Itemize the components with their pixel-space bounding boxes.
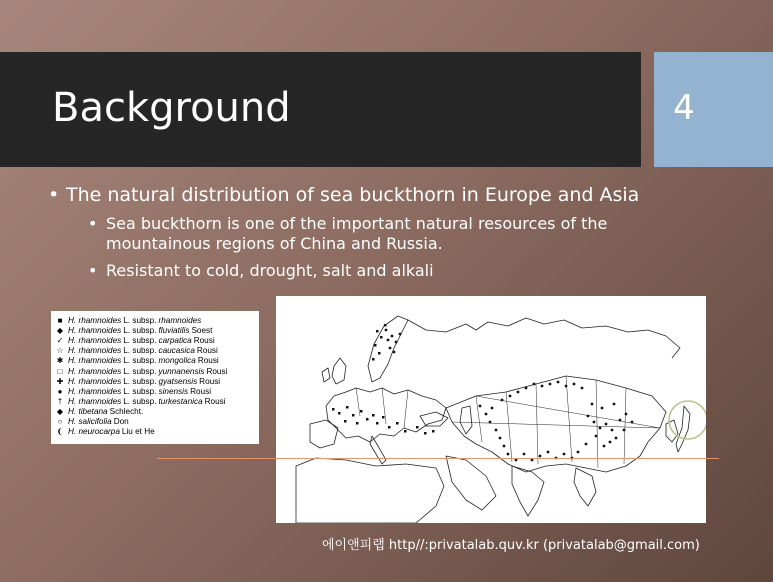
legend-subspecies: carpatica [158, 336, 192, 346]
legend-suffix: Rousi [206, 366, 228, 376]
slide-number: 4 [673, 88, 695, 128]
sub-bullet-2-text: Resistant to cold, drought, salt and alkali [106, 261, 434, 280]
legend-author: Don [113, 416, 129, 426]
legend-row [51, 427, 259, 437]
sub-bullet-1 [88, 214, 666, 254]
legend-symbol-icon: ✚ [56, 376, 64, 386]
legend-row [51, 336, 259, 346]
legend-species: H. rhamnoides [68, 326, 122, 336]
markers-china [515, 403, 634, 462]
legend-species: H. rhamnoides [68, 366, 122, 376]
legend-author: L. subsp. [123, 376, 157, 386]
legend-species: H. rhamnoides [68, 396, 122, 406]
legend-species: H. salicifolia [68, 416, 112, 426]
legend-subspecies: gyatsensis [158, 376, 198, 386]
distribution-markers [332, 324, 633, 461]
highlight-circle [669, 401, 706, 439]
map-russia-north [408, 318, 680, 358]
legend-row [51, 417, 259, 427]
legend-symbol-icon: ◆ [56, 326, 64, 336]
map-britain [332, 358, 346, 384]
legend-suffix: Rousi [197, 356, 219, 366]
footer-credit: 에이앤피랩 http//:privatalab.quv.kr (privatalab@gmail.com) [322, 538, 700, 553]
legend-symbol-icon: ○ [57, 416, 63, 426]
legend-author: L. subsp. [123, 366, 157, 376]
map-arabia [446, 456, 496, 510]
bullet-dot: • [48, 184, 60, 206]
legend-author: L. subsp. [123, 326, 157, 336]
legend-species: H. rhamnoides [68, 336, 122, 346]
legend-suffix: Rousi [204, 396, 226, 406]
legend-species: H. rhamnoides [68, 356, 122, 366]
guide-line [157, 458, 719, 459]
legend-subspecies: fluviatilis [158, 326, 190, 336]
legend-suffix: Rousi [199, 376, 221, 386]
legend-row [51, 377, 259, 387]
legend-suffix: Soest [191, 326, 213, 336]
legend-species: H. tibetana [68, 406, 108, 416]
bullet-1 [48, 183, 639, 207]
legend-symbol-icon: ◆ [56, 406, 64, 416]
map-iberia [310, 420, 338, 448]
legend-author: L. subsp. [123, 336, 157, 346]
legend-suffix: Rousi [193, 336, 215, 346]
map-scandinavia [368, 316, 408, 382]
legend-subspecies: mongolica [158, 356, 196, 366]
legend-subspecies: rhamnoides [158, 316, 202, 326]
sub-bullet-2 [88, 261, 666, 281]
legend-row [51, 356, 259, 366]
legend-species: H. neurocarpa [68, 427, 120, 437]
legend-subspecies: sinensis [158, 386, 189, 396]
legend-symbol-icon: □ [57, 366, 63, 376]
slide-title: Background [52, 85, 291, 131]
distribution-map [276, 296, 706, 523]
legend-species: H. rhamnoides [68, 346, 122, 356]
legend-symbol-icon: ■ [57, 316, 63, 326]
legend-author: L. subsp. [123, 356, 157, 366]
legend-suffix: Rousi [190, 386, 212, 396]
map-image [276, 296, 706, 523]
legend-author: L. subsp. [123, 346, 157, 356]
legend-author: L. subsp. [123, 316, 157, 326]
legend-species: H. rhamnoides [68, 376, 122, 386]
map-caspian [460, 406, 472, 434]
legend-subspecies: turkestanica [158, 396, 203, 406]
legend-row [51, 397, 259, 407]
legend-row [51, 326, 259, 336]
legend-row [51, 366, 259, 376]
legend-symbol-icon: ✱ [56, 356, 64, 366]
legend-subspecies: yunnanensis [158, 366, 205, 376]
legend-author: L. subsp. [123, 396, 157, 406]
legend-row [51, 407, 259, 417]
legend-symbol-icon: ❨ [56, 427, 64, 437]
legend-author: Schlecht. [109, 406, 144, 416]
legend-symbol-icon: ✓ [56, 336, 64, 346]
legend-row [51, 316, 259, 326]
legend-symbol-icon: ☆ [56, 346, 64, 356]
legend-suffix: Rousi [196, 346, 218, 356]
bullet-dot: • [88, 261, 98, 280]
markers-scandinavia [372, 324, 401, 361]
legend-subspecies: caucasica [158, 346, 195, 356]
markers-central-asia [479, 381, 584, 456]
legend-author: L. subsp. [123, 386, 157, 396]
legend-symbol-icon: ● [57, 386, 63, 396]
map-ireland [322, 368, 330, 382]
legend-species: H. rhamnoides [68, 316, 122, 326]
map-japan [676, 406, 690, 452]
bullet-dot: • [88, 214, 98, 233]
bullet-1-text: The natural distribution of sea buckthorn in Europe and Asia [66, 184, 640, 206]
legend-author: Liu et He [121, 427, 155, 437]
legend-row [51, 346, 259, 356]
map-india [512, 466, 544, 516]
map-europe [326, 388, 446, 442]
species-legend [51, 311, 259, 444]
legend-row [51, 387, 259, 397]
map-se-asia [574, 468, 596, 506]
sub-bullet-1-text: Sea buckthorn is one of the important natural resources of the mountainous regions of China and Russia. [106, 214, 608, 253]
legend-symbol-icon: † [57, 396, 63, 406]
map-africa [296, 458, 444, 523]
legend-species: H. rhamnoides [68, 386, 122, 396]
